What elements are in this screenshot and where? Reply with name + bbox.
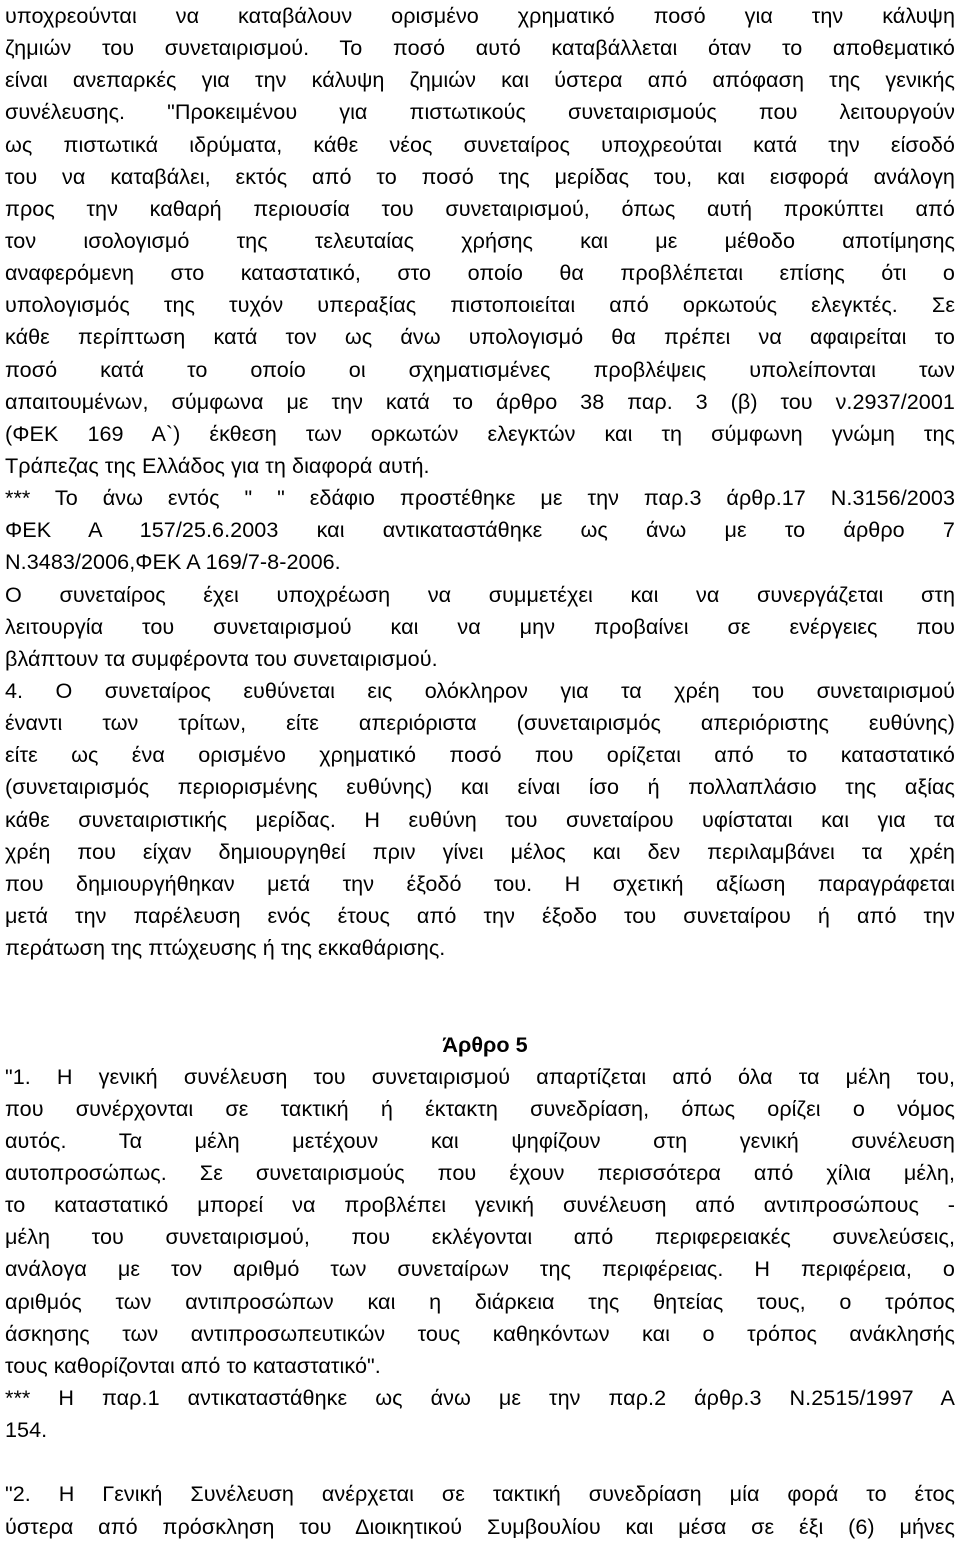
text-line: που δημιουργήθηκαν μετά την έξοδό του. Η σχετική αξίωση παραγράφεται	[5, 870, 955, 896]
text-line: αυτοπροσώπως. Σε συνεταιρισμούς που έχουν περισσότερα από χίλια μέλη,	[5, 1160, 955, 1186]
text-line: κάθε συνεταιριστικής μερίδας. Η ευθύνη του συνεταίρου υφίσταται και για τα	[5, 806, 955, 832]
text-line: το καταστατικό μπορεί να προβλέπει γενική συνέλευση από αντιπροσώπους -	[5, 1192, 955, 1218]
amendment-note-line: *** Το άνω εντός " " εδάφιο προστέθηκε με την παρ.3 άρθρ.17 Ν.3156/2003	[5, 485, 955, 511]
text-line: του να καταβάλει, εκτός από το ποσό της μερίδας του, και εισφορά ανάλογη	[5, 163, 955, 189]
text-line: αριθμός των αντιπροσώπων και η διάρκεια της θητείας τους, ο τρόπος	[5, 1288, 955, 1314]
text-line: αναφερόμενη στο καταστατικό, στο οποίο θα προβλέπεται επίσης ότι ο	[5, 260, 955, 286]
text-line: έναντι των τρίτων, είτε απεριόριστα (συνεταιρισμός απεριόριστης ευθύνης)	[5, 710, 955, 736]
document-text-block-article	[5, 1061, 955, 1447]
document-text-block-top	[5, 0, 955, 964]
text-line: συνέλευσης. "Προκειμένου για πιστωτικούς συνεταιρισμούς που λειτουργούν	[5, 99, 955, 125]
text-line: χρέη που είχαν δημιουργηθεί πριν γίνει μέλος και δεν περιλαμβάνει τα χρέη	[5, 838, 955, 864]
text-line: υπολογισμός της τυχόν υπεραξίας πιστοποιείται από ορκωτούς ελεγκτές. Σε	[5, 292, 955, 318]
text-line: ανάλογα με τον αριθμό των συνεταίρων της περιφέρειας. Η περιφέρεια, ο	[5, 1256, 955, 1282]
text-line: άσκησης των αντιπροσωπευτικών τους καθηκόντων και ο τρόπος ανάκλησής	[5, 1320, 955, 1346]
text-line: βλάπτουν τα συμφέροντα του συνεταιρισμού.	[5, 645, 438, 671]
text-line: "2. Η Γενική Συνέλευση ανέρχεται σε τακτική συνεδρίαση μία φορά το έτος	[5, 1481, 955, 1507]
text-line: που συνέρχονται σε τακτική ή έκτακτη συνεδρίαση, όπως ορίζει ο νόμος	[5, 1095, 955, 1121]
text-line: περάτωση της πτώχευσης ή της εκκαθάρισης.	[5, 935, 446, 961]
text-line: απαιτουμένων, σύμφωνα με την κατά το άρθρο 38 παρ. 3 (β) του ν.2937/2001	[5, 388, 955, 414]
text-line: Τράπεζας της Ελλάδος για τη διαφορά αυτή.	[5, 452, 430, 478]
text-line: ως πιστωτικά ιδρύματα, κάθε νέος συνεταίρος υποχρεούται κατά την είσοδό	[5, 131, 955, 157]
spacer	[5, 964, 955, 996]
amendment-note-line: 154.	[5, 1417, 48, 1443]
text-line: 4. Ο συνεταίρος ευθύνεται εις ολόκληρον για τα χρέη του συνεταιρισμού	[5, 677, 955, 703]
text-line: Ο συνεταίρος έχει υποχρέωση να συμμετέχει και να συνεργάζεται στη	[5, 581, 955, 607]
text-line: ύστερα από πρόσκληση του Διοικητικού Συμβουλίου και μέσα σε έξι (6) μήνες	[5, 1513, 955, 1539]
text-line: είναι ανεπαρκές για την κάλυψη ζημιών και ύστερα από απόφαση της γενικής	[5, 67, 955, 93]
text-line: ζημιών του συνεταιρισμού. Το ποσό αυτό καταβάλλεται όταν το αποθεματικό	[5, 35, 955, 61]
text-line: "1. Η γενική συνέλευση του συνεταιρισμού απαρτίζεται από όλα τα μέλη του,	[5, 1063, 955, 1089]
text-line: ποσό κατά το οποίο οι σχηματισμένες προβλέψεις υπολείπονται των	[5, 356, 955, 382]
text-line: τους καθορίζονται από το καταστατικό".	[5, 1352, 381, 1378]
text-line: (συνεταιρισμός περιορισμένης ευθύνης) και είναι ίσο ή πολλαπλάσιο της αξίας	[5, 774, 955, 800]
text-line: τον ισολογισμό της τελευταίας χρήσης και με μέθοδο αποτίμησης	[5, 227, 955, 253]
document-page	[5, 0, 955, 1543]
spacer	[5, 996, 955, 1028]
amendment-note-line: ΦΕΚ Α 157/25.6.2003 και αντικαταστάθηκε ως άνω με το άρθρο 7	[5, 517, 955, 543]
article-heading: Άρθρο 5	[442, 1031, 528, 1057]
text-line: μέλη του συνεταιρισμού, που εκλέγονται από περιφερειακές συνελεύσεις,	[5, 1224, 955, 1250]
text-line: αυτός. Τα μέλη μετέχουν και ψηφίζουν στη γενική συνέλευση	[5, 1127, 955, 1153]
amendment-note-line: Ν.3483/2006,ΦΕΚ Α 169/7-8-2006.	[5, 549, 341, 575]
amendment-note-line: *** Η παρ.1 αντικαταστάθηκε ως άνω με την παρ.2 άρθρ.3 Ν.2515/1997 Α	[5, 1385, 955, 1411]
text-line: είτε ως ένα ορισμένο χρηματικό ποσό που ορίζεται από το καταστατικό	[5, 742, 955, 768]
text-line: υποχρεούνται να καταβάλουν ορισμένο χρηματικό ποσό για την κάλυψη	[5, 3, 955, 28]
text-line: κάθε περίπτωση κατά τον ως άνω υπολογισμό θα πρέπει να αφαιρείται το	[5, 324, 955, 350]
document-text-block-bottom	[5, 1478, 955, 1542]
text-line: (ΦΕΚ 169 Α`) έκθεση των ορκωτών ελεγκτών και τη σύμφωνη γνώμη της	[5, 420, 955, 446]
text-line: προς την καθαρή περιουσία του συνεταιρισμού, όπως αυτή προκύπτει από	[5, 195, 955, 221]
text-line: μετά την παρέλευση ενός έτους από την έξοδο του συνεταίρου ή από την	[5, 902, 955, 928]
text-line: λειτουργία του συνεταιρισμού και να μην προβαίνει σε ενέργειες που	[5, 613, 955, 639]
spacer	[5, 1446, 955, 1478]
